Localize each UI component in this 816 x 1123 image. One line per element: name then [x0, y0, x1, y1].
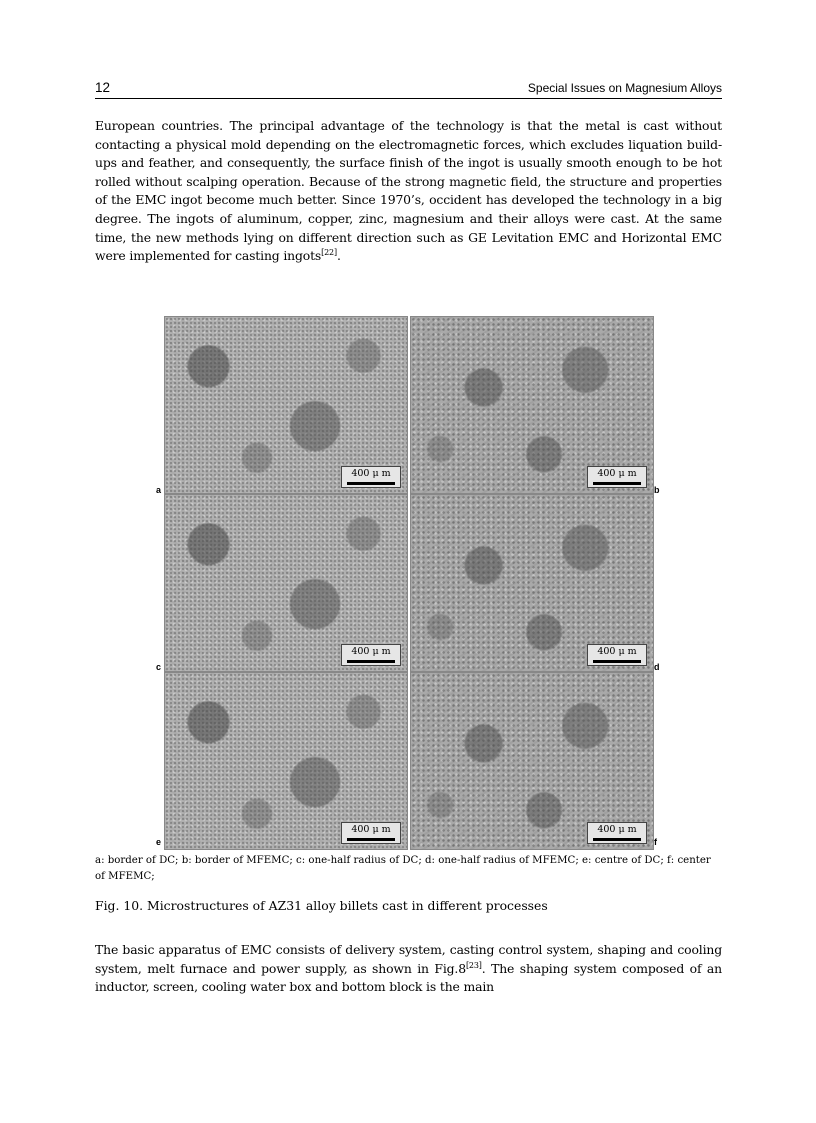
scale-bar-box: [341, 822, 401, 844]
paragraph-text: European countries. The principal advantage of the technology is that the metal is cast without contacting a physical mold depending on the electromagnetic forces, which excludes liquation build-ups and feather, and consequently, the surface finish of the ingot is usually smooth enough to be hot rolled without scalping operation. Because of the strong magnetic field, the structure and properties of the EMC ingot become much better. Since 1970’s, occident has developed the technology in a big degree. The ingots of aluminum, copper, zinc, magnesium and their alloys were cast. At the same time, the new methods lying on different direction such as GE Levitation EMC and Horizontal EMC were implemented for casting ingots: [95, 118, 722, 264]
scale-bar: [347, 482, 395, 485]
paragraph-text-cont: . The shaping system composed of an inductor, screen, cooling water box and bottom block is the main: [95, 960, 722, 995]
panel-label-e: e: [156, 837, 162, 847]
scale-label: 400 μ m: [597, 468, 637, 479]
scale-label: 400 μ m: [351, 824, 391, 835]
panel-label-d: d: [654, 662, 660, 672]
micrograph-panel-a: [164, 316, 408, 494]
panel-label-a: a: [156, 485, 162, 495]
scale-bar: [593, 838, 641, 841]
micrograph-panel-e: [164, 672, 408, 850]
panel-label-f: f: [654, 837, 657, 847]
paragraph-text-end: .: [336, 248, 341, 264]
body-paragraph-1: [95, 117, 722, 266]
scale-bar-box: [341, 644, 401, 666]
scale-bar: [347, 660, 395, 663]
figure-caption: Fig. 10. Microstructures of AZ31 alloy billets cast in different processes: [95, 898, 548, 913]
scale-bar-box: [587, 644, 647, 666]
micrograph-panel-c: [164, 494, 408, 672]
scale-label: 400 μ m: [351, 468, 391, 479]
scale-label: 400 μ m: [597, 824, 637, 835]
scale-bar-box: [587, 466, 647, 488]
scale-bar: [593, 482, 641, 485]
micrograph-panel-b: [410, 316, 654, 494]
micrograph-panel-f: [410, 672, 654, 850]
scale-bar: [347, 838, 395, 841]
micrograph-panel-d: [410, 494, 654, 672]
panel-label-c: c: [156, 662, 162, 672]
scale-label: 400 μ m: [597, 646, 637, 657]
citation-ref: [22]: [321, 248, 337, 258]
figure-legend: a: border of DC; b: border of MFEMC; c: one-half radius of DC; d: one-half radius of MFEMC; e: centre of DC; f: center of MFEMC;: [95, 855, 711, 882]
panel-label-b: b: [654, 485, 660, 495]
body-paragraph-2: [95, 941, 722, 997]
page-number: 12: [95, 80, 111, 95]
citation-ref: [23]: [465, 960, 482, 970]
scale-bar: [593, 660, 641, 663]
scale-bar-box: [341, 466, 401, 488]
paragraph-text: The basic apparatus of EMC consists of delivery system, casting control system, shaping and cooling system, melt furnace and power supply, as shown in Fig.8: [95, 942, 722, 976]
page-header: [95, 80, 722, 99]
running-title: Special Issues on Magnesium Alloys: [527, 81, 722, 95]
micrograph-figure: [156, 314, 660, 850]
scale-label: 400 μ m: [351, 646, 391, 657]
scale-bar-box: [587, 822, 647, 844]
